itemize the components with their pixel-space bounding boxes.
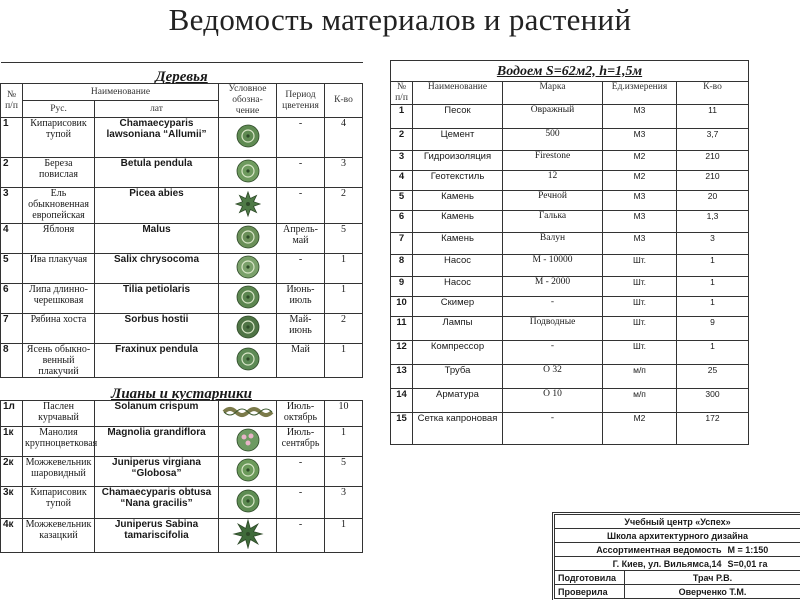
material-unit: Шт. <box>603 317 677 341</box>
plant-row <box>1 118 363 158</box>
material-name: Цемент <box>413 129 503 151</box>
magnolia-symbol-icon <box>219 427 277 457</box>
material-num: 14 <box>391 389 413 413</box>
material-row <box>391 255 749 277</box>
plant-flowering-period: - <box>277 158 325 188</box>
material-row <box>391 317 749 341</box>
plants-header-row-1 <box>1 84 363 101</box>
material-row <box>391 277 749 297</box>
material-num: 3 <box>391 151 413 171</box>
trees-section-title: Деревья <box>1 63 363 84</box>
material-row <box>391 105 749 129</box>
material-brand: Firestone <box>503 151 603 171</box>
plant-latin-name: Picea abies <box>95 188 219 224</box>
plant-flowering-period: - <box>277 254 325 284</box>
plant-row <box>1 254 363 284</box>
pond-header-unit: Ед.измерения <box>603 82 677 105</box>
material-unit: М2 <box>603 171 677 191</box>
plant-num: 1к <box>1 427 23 457</box>
vines-section-title: Лианы и кустарники <box>111 386 252 402</box>
material-quantity: 210 <box>677 171 749 191</box>
material-name: Компрессор <box>413 341 503 365</box>
plant-row <box>1 188 363 224</box>
plant-num: 1 <box>1 118 23 158</box>
material-unit: Шт. <box>603 341 677 365</box>
material-quantity: 1 <box>677 297 749 317</box>
plant-num: 5 <box>1 254 23 284</box>
stamp-row <box>555 585 800 599</box>
plant-row <box>1 314 363 344</box>
stamp-address: Г. Киев, ул. Вильямса,14 <box>555 557 725 571</box>
material-num: 6 <box>391 211 413 233</box>
material-name: Арматура <box>413 389 503 413</box>
plant-flowering-period: Апрель-май <box>277 224 325 254</box>
header-symbol: Условное обозна-чение <box>219 84 277 118</box>
material-quantity: 3 <box>677 233 749 255</box>
plant-row <box>1 427 363 457</box>
material-unit: М3 <box>603 191 677 211</box>
plant-quantity: 2 <box>325 188 363 224</box>
material-quantity: 11 <box>677 105 749 129</box>
plant-quantity: 1 <box>325 344 363 378</box>
stamp-checked-name: Оверченко Т.М. <box>625 585 800 599</box>
plant-quantity: 2 <box>325 314 363 344</box>
plant-latin-name: Betula pendula <box>95 158 219 188</box>
plant-flowering-period: Май <box>277 344 325 378</box>
material-brand: - <box>503 341 603 365</box>
spruce-symbol-icon <box>219 188 277 224</box>
material-brand: О 10 <box>503 389 603 413</box>
material-num: 7 <box>391 233 413 255</box>
material-quantity: 9 <box>677 317 749 341</box>
material-num: 1 <box>391 105 413 129</box>
juniper-sabina-symbol-icon <box>219 519 277 553</box>
material-brand: М - 2000 <box>503 277 603 297</box>
material-quantity: 1 <box>677 341 749 365</box>
header-qty: К-во <box>325 84 363 118</box>
material-name: Камень <box>413 233 503 255</box>
plant-num: 4 <box>1 224 23 254</box>
plant-russian-name: Паслен курчавый <box>23 401 95 427</box>
plant-flowering-period: - <box>277 188 325 224</box>
material-name: Геотекстиль <box>413 171 503 191</box>
stamp-org: Учебный центр «Успех» <box>555 515 800 529</box>
birch-symbol-icon <box>219 158 277 188</box>
material-brand: Валун <box>503 233 603 255</box>
plants-table <box>0 62 363 553</box>
plant-quantity: 3 <box>325 158 363 188</box>
plant-flowering-period: Май-июнь <box>277 314 325 344</box>
material-brand: - <box>503 297 603 317</box>
plant-row <box>1 401 363 427</box>
material-brand: М - 10000 <box>503 255 603 277</box>
plant-flowering-period: - <box>277 457 325 487</box>
material-unit: М3 <box>603 129 677 151</box>
material-row <box>391 365 749 389</box>
material-num: 5 <box>391 191 413 211</box>
plant-row <box>1 487 363 519</box>
pond-header-qty: К-во <box>677 82 749 105</box>
material-unit: М2 <box>603 151 677 171</box>
material-num: 12 <box>391 341 413 365</box>
material-row <box>391 171 749 191</box>
stamp-prepared-label: Подготовила <box>555 571 625 585</box>
material-unit: М3 <box>603 105 677 129</box>
material-brand: Речной <box>503 191 603 211</box>
stamp-row <box>555 557 800 571</box>
material-unit: М2 <box>603 413 677 445</box>
stamp-doc-name: Ассортиментная ведомость <box>555 543 725 557</box>
plant-latin-name: Fraxinux pendula <box>95 344 219 378</box>
material-num: 9 <box>391 277 413 297</box>
plant-latin-name: Tilia petiolaris <box>95 284 219 314</box>
plant-latin-name: Chamaecyparis obtusa “Nana gracilis” <box>95 487 219 519</box>
material-row <box>391 233 749 255</box>
material-name: Сетка капроновая <box>413 413 503 445</box>
pond-header-name: Наименование <box>413 82 503 105</box>
header-rus: Рус. <box>23 101 95 118</box>
plant-num: 1л <box>1 401 23 427</box>
plant-row <box>1 284 363 314</box>
plant-latin-name: Solanum crispum <box>95 401 219 427</box>
plant-quantity: 10 <box>325 401 363 427</box>
material-quantity: 300 <box>677 389 749 413</box>
plant-russian-name: Кипарисовик тупой <box>23 487 95 519</box>
material-quantity: 172 <box>677 413 749 445</box>
pond-header-row <box>391 82 749 105</box>
plant-russian-name: Манолия крупноцветковая <box>23 427 95 457</box>
cypress-symbol-icon <box>219 118 277 158</box>
plant-latin-name: Juniperus virgiana “Globosa” <box>95 457 219 487</box>
plant-quantity: 5 <box>325 224 363 254</box>
stamp-school: Школа архитектурного дизайна <box>555 529 800 543</box>
plant-russian-name: Можжевельник шаровидный <box>23 457 95 487</box>
material-num: 11 <box>391 317 413 341</box>
stamp-row <box>555 529 800 543</box>
stamp-area: S=0,01 га <box>725 557 800 571</box>
pond-header-brand: Марка <box>503 82 603 105</box>
header-lat: лат <box>95 101 219 118</box>
plant-num: 2 <box>1 158 23 188</box>
juniper-globe-symbol-icon <box>219 457 277 487</box>
plant-flowering-period: - <box>277 519 325 553</box>
plant-russian-name: Можжевельник казацкий <box>23 519 95 553</box>
material-unit: Шт. <box>603 255 677 277</box>
rowan-symbol-icon <box>219 314 277 344</box>
material-name: Камень <box>413 191 503 211</box>
vine-symbol-icon <box>219 401 277 427</box>
stamp-row <box>555 571 800 585</box>
material-name: Насос <box>413 255 503 277</box>
plant-flowering-period: Июль-сентябрь <box>277 427 325 457</box>
plant-quantity: 3 <box>325 487 363 519</box>
material-row <box>391 341 749 365</box>
plant-num: 3 <box>1 188 23 224</box>
plant-russian-name: Ива плакучая <box>23 254 95 284</box>
material-row <box>391 297 749 317</box>
material-quantity: 25 <box>677 365 749 389</box>
stamp-scale: M = 1:150 <box>725 543 800 557</box>
ash-tree-symbol-icon <box>219 344 277 378</box>
plant-flowering-period: Июнь-июль <box>277 284 325 314</box>
material-name: Камень <box>413 211 503 233</box>
plant-quantity: 1 <box>325 254 363 284</box>
material-name: Лампы <box>413 317 503 341</box>
plant-row <box>1 158 363 188</box>
material-quantity: 3,7 <box>677 129 749 151</box>
plant-row <box>1 519 363 553</box>
material-name: Скимер <box>413 297 503 317</box>
plant-row <box>1 344 363 378</box>
plant-num: 6 <box>1 284 23 314</box>
apple-tree-symbol-icon <box>219 224 277 254</box>
plant-russian-name: Липа длинно-черешковая <box>23 284 95 314</box>
plant-russian-name: Ель обыкновенная европейская <box>23 188 95 224</box>
material-unit: м/п <box>603 365 677 389</box>
material-row <box>391 211 749 233</box>
plant-latin-name: Salix chrysocoma <box>95 254 219 284</box>
page-title: Ведомость материалов и растений <box>168 2 632 37</box>
title-block-stamp <box>554 514 800 599</box>
material-row <box>391 151 749 171</box>
material-name: Труба <box>413 365 503 389</box>
plant-russian-name: Ясень обыкно-венный плакучий <box>23 344 95 378</box>
cypress-dwarf-symbol-icon <box>219 487 277 519</box>
plant-latin-name: Juniperus Sabina tamariscifolia <box>95 519 219 553</box>
material-unit: Шт. <box>603 297 677 317</box>
plant-flowering-period: Июль-октябрь <box>277 401 325 427</box>
material-row <box>391 129 749 151</box>
material-brand: Подводные <box>503 317 603 341</box>
material-unit: М3 <box>603 211 677 233</box>
material-name: Гидроизоляция <box>413 151 503 171</box>
material-num: 8 <box>391 255 413 277</box>
plant-quantity: 4 <box>325 118 363 158</box>
material-brand: О 32 <box>503 365 603 389</box>
header-period: Период цветения <box>277 84 325 118</box>
plant-flowering-period: - <box>277 118 325 158</box>
material-quantity: 1,3 <box>677 211 749 233</box>
plant-latin-name: Malus <box>95 224 219 254</box>
plant-russian-name: Береза повислая <box>23 158 95 188</box>
pond-section-header <box>391 61 749 82</box>
material-unit: М3 <box>603 233 677 255</box>
plant-latin-name: Sorbus hostii <box>95 314 219 344</box>
material-unit: м/п <box>603 389 677 413</box>
material-name: Насос <box>413 277 503 297</box>
material-num: 4 <box>391 171 413 191</box>
plant-quantity: 5 <box>325 457 363 487</box>
plant-row <box>1 224 363 254</box>
material-row <box>391 413 749 445</box>
plant-quantity: 1 <box>325 284 363 314</box>
plant-num: 2к <box>1 457 23 487</box>
material-row <box>391 389 749 413</box>
material-quantity: 20 <box>677 191 749 211</box>
plant-flowering-period: - <box>277 487 325 519</box>
material-brand: Галька <box>503 211 603 233</box>
willow-symbol-icon <box>219 254 277 284</box>
material-name: Песок <box>413 105 503 129</box>
stamp-frame-left <box>552 512 553 600</box>
stamp-prepared-name: Трач Р.В. <box>625 571 800 585</box>
material-brand: 500 <box>503 129 603 151</box>
material-unit: Шт. <box>603 277 677 297</box>
plant-latin-name: Magnolia grandiflora <box>95 427 219 457</box>
material-brand: - <box>503 413 603 445</box>
plant-quantity: 1 <box>325 519 363 553</box>
plant-num: 3к <box>1 487 23 519</box>
header-num: № п/п <box>1 84 23 118</box>
stamp-checked-label: Проверила <box>555 585 625 599</box>
plant-russian-name: Кипарисовик тупой <box>23 118 95 158</box>
material-num: 2 <box>391 129 413 151</box>
linden-symbol-icon <box>219 284 277 314</box>
material-brand: Овражный <box>503 105 603 129</box>
plant-russian-name: Рябина хоста <box>23 314 95 344</box>
plant-latin-name: Chamaecyparis lawsoniana “Allumii” <box>95 118 219 158</box>
material-row <box>391 191 749 211</box>
plant-russian-name: Яблоня <box>23 224 95 254</box>
header-name: Наименование <box>23 84 219 101</box>
stamp-row <box>555 543 800 557</box>
material-brand: 12 <box>503 171 603 191</box>
stamp-frame-top <box>552 512 800 513</box>
plant-quantity: 1 <box>325 427 363 457</box>
plant-num: 4к <box>1 519 23 553</box>
stamp-row <box>555 515 800 529</box>
plant-num: 8 <box>1 344 23 378</box>
material-num: 15 <box>391 413 413 445</box>
material-quantity: 210 <box>677 151 749 171</box>
material-num: 10 <box>391 297 413 317</box>
vines-section-header <box>1 378 363 401</box>
material-quantity: 1 <box>677 255 749 277</box>
plant-num: 7 <box>1 314 23 344</box>
pond-header-num: № п/п <box>391 82 413 105</box>
plant-row <box>1 457 363 487</box>
pond-materials-table <box>390 60 749 445</box>
trees-section-header <box>1 63 363 84</box>
pond-section-title: Водоем S=62м2, h=1,5м <box>391 61 749 82</box>
material-num: 13 <box>391 365 413 389</box>
material-quantity: 1 <box>677 277 749 297</box>
